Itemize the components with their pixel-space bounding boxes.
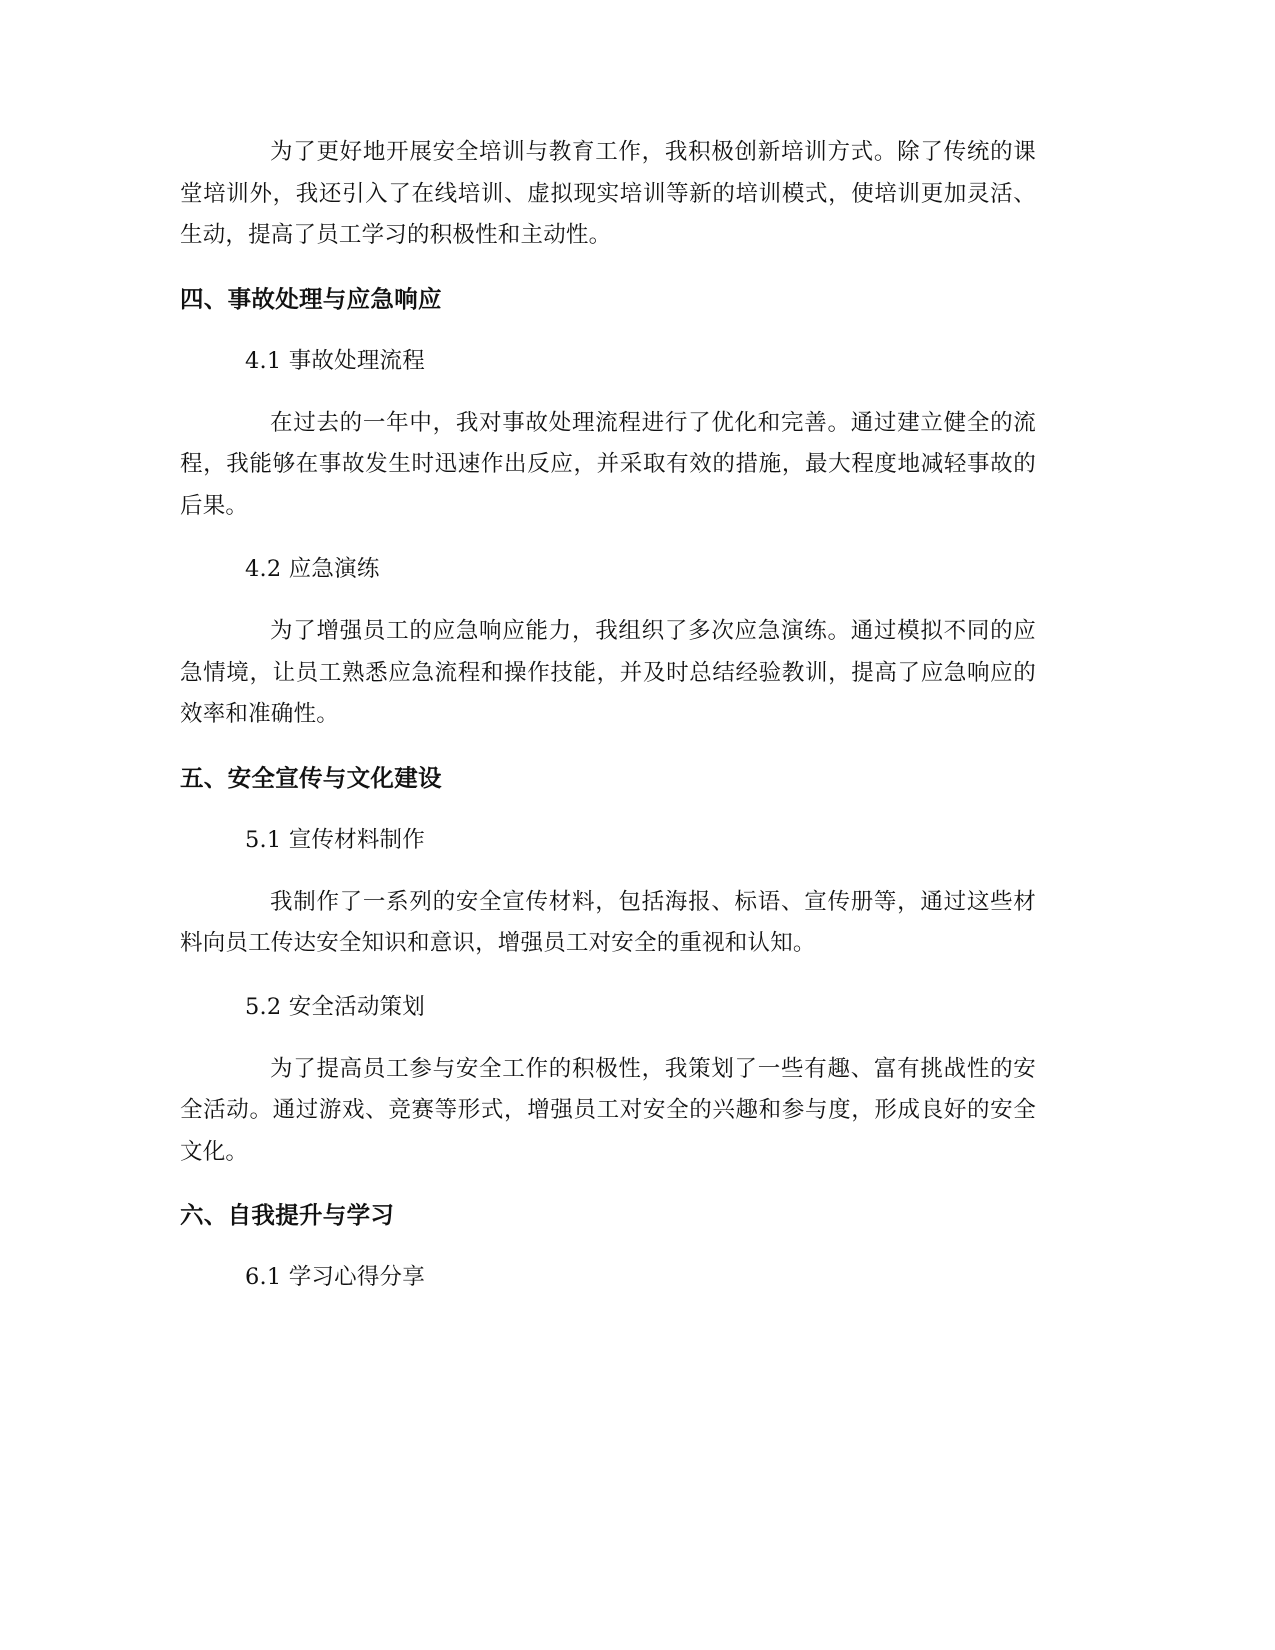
paragraph-training-innovation: 为了更好地开展安全培训与教育工作，我积极创新培训方式。除了传统的课堂培训外，我还引入了在线培训、虚拟现实培训等新的培训模式，使培训更加灵活、生动，提高了员工学习的积极性和主动性。 — [180, 139, 1036, 248]
subsection-heading-5-1: 5.1 宣传材料制作 — [245, 826, 425, 853]
paragraph-safety-activities: 为了提高员工参与安全工作的积极性，我策划了一些有趣、富有挑战性的安全活动。通过游戏、竞赛等形式，增强员工对安全的兴趣和参与度，形成良好的安全文化。 — [180, 1055, 1036, 1165]
section-heading-self-improvement: 六、自我提升与学习 — [180, 1201, 395, 1229]
paragraph-promo-materials: 我制作了一系列的安全宣传材料，包括海报、标语、宣传册等，通过这些材料向员工传达安全知识和意识，增强员工对安全的重视和认知。 — [180, 888, 1036, 956]
paragraph-emergency-drill: 为了增强员工的应急响应能力，我组织了多次应急演练。通过模拟不同的应急情境，让员工熟悉应急流程和操作技能，并及时总结经验教训，提高了应急响应的效率和准确性。 — [180, 618, 1036, 727]
subsection-heading-6-1: 6.1 学习心得分享 — [245, 1264, 425, 1290]
document-page — [180, 132, 1036, 1319]
paragraph-accident-process: 在过去的一年中，我对事故处理流程进行了优化和完善。通过建立健全的流程，我能够在事故发生时迅速作出反应，并采取有效的措施，最大程度地减轻事故的后果。 — [180, 409, 1036, 519]
subsection-heading-4-2: 4.2 应急演练 — [245, 556, 380, 582]
section-heading-accident-response: 四、事故处理与应急响应 — [180, 284, 442, 313]
subsection-heading-5-2: 5.2 安全活动策划 — [245, 993, 425, 1020]
section-heading-safety-culture: 五、安全宣传与文化建设 — [180, 763, 442, 792]
subsection-heading-4-1: 4.1 事故处理流程 — [245, 347, 425, 374]
